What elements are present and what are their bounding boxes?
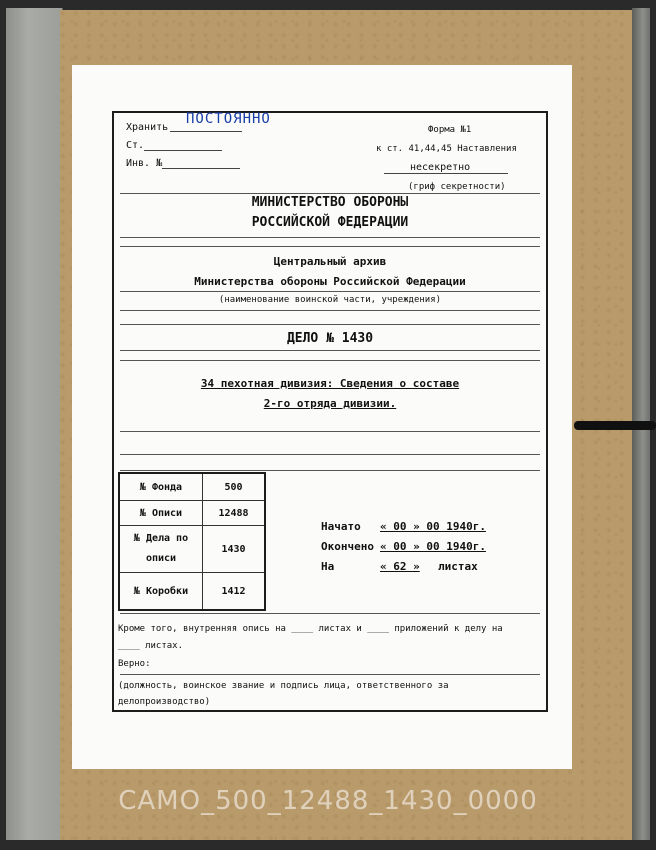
inv-label: Инв. № [126,158,163,169]
start-value: « 00 » 00 1940г. [380,520,486,533]
sheets-suffix: листах [438,560,478,573]
sheets-label: На [321,560,335,573]
signature-caption-cont: делопроизводство) [118,697,211,707]
secrecy-caption: (гриф секретности) [408,182,506,192]
ministry-line2: РОССИЙСКОЙ ФЕДЕРАЦИИ [251,215,409,230]
archive-line2: Министерства обороны Российской Федерации [194,275,466,288]
khranit-label: Хранить [126,122,169,133]
archive-line1: Центральный архив [273,255,387,268]
st-label: Ст. [126,140,145,151]
korobka-value: 1412 [221,585,246,597]
folder-spine [6,8,63,840]
delo-value: 1430 [221,543,246,555]
start-label: Начато [321,520,361,533]
end-value: « 00 » 00 1940г. [380,540,486,553]
signature-caption: (должность, воинское звание и подпись лица, ответственного за [118,681,449,691]
archive-watermark: CAMO_500_12488_1430_0000 [118,786,538,816]
forma-number: Форма №1 [428,125,472,135]
ministry-line1: МИНИСТЕРСТВО ОБОРОНЫ [251,195,409,210]
archive-caption: (наименование воинской части, учреждения) [218,295,442,305]
folder-string [574,421,656,430]
khranit-stamp: ПОСТОЯННО [186,111,271,127]
verno-label: Верно: [118,659,151,669]
secrecy-value: несекретно [410,162,471,173]
case-description-line1: 34 пехотная дивизия: Сведения о составе [200,377,460,390]
nastavleniya: к ст. 41,44,45 Наставления [376,144,517,154]
opis-value: 12488 [218,507,249,519]
sheets-value: « 62 » [380,560,420,573]
case-cover-frame [112,111,548,712]
case-title: ДЕЛО № 1430 [286,331,374,346]
archive-numbers-table [118,472,266,611]
fond-value: 500 [224,481,243,493]
end-label: Окончено [321,540,374,553]
case-description-line2: 2-го отряда дивизии. [263,397,397,410]
inventory-note-cont: ____ листах. [118,641,184,651]
opis-label: № Описи [139,507,183,519]
fond-label: № Фонда [139,481,183,493]
delo-label: № Дела по описи [133,533,189,564]
korobka-label: № Коробки [133,585,189,597]
inventory-note: Кроме того, внутренняя опись на ____ листах и ____ приложений к делу на [118,624,503,634]
